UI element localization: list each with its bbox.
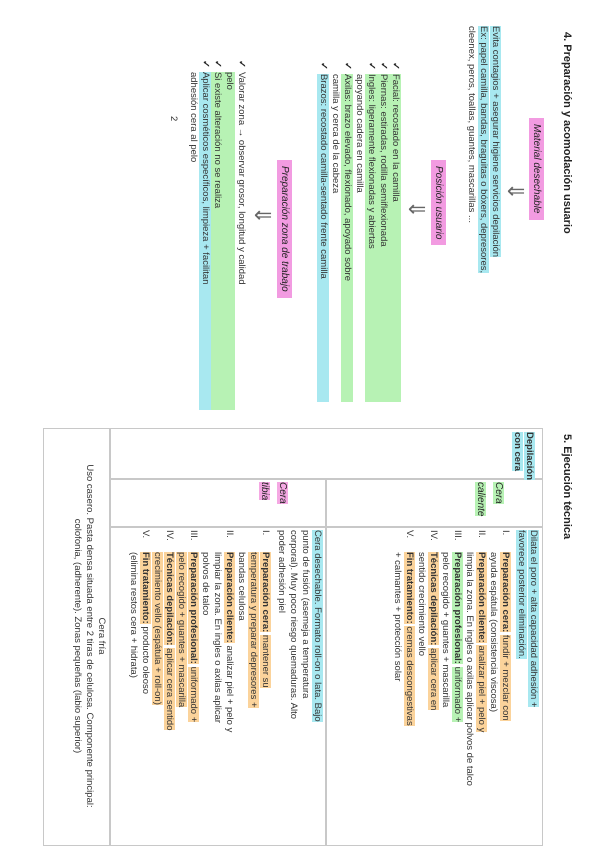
zona-list: [187, 60, 247, 410]
tibia-step: I. Preparación cera: mantener su temperatura y preparar depresores + bandas celulosa: [236, 530, 271, 708]
tibia-intro-1: Cera desechable. Formato roll-on o lata. Bajo: [312, 530, 323, 722]
fria-line-1: Uso casero. Pasta densa situada entre 2 tiras de celulosa. Componente principal:: [84, 464, 95, 808]
material-text: [465, 26, 501, 416]
tibia-step: IV. Técnicas depilación: aplicar cera sentido crecimiento vello (espátula + roll-on): [152, 530, 175, 731]
down-arrow-icon: ⇓: [404, 200, 429, 219]
tibia-content: [127, 530, 323, 840]
table-cell-tibia: [109, 478, 327, 528]
down-arrow-icon: ⇓: [250, 206, 275, 225]
tibia-intro-3: corporal). Muy poco riesgo quemaduras. Alto: [288, 530, 299, 720]
material-desechable-label: Material desechable: [529, 118, 544, 220]
posicion-item: ✓ Facial: recostado en la camilla: [389, 62, 401, 402]
right-page: [0, 424, 599, 848]
caliente-step: IV. Técnicas depilación: aplicar cera en sentido crecimiento vello: [416, 530, 439, 711]
material-line-2: Ex: papel camilla, bandas, braguitas o bóxers, depresores,: [478, 26, 489, 274]
tibia-intro-4: poder adhesión piel: [276, 530, 287, 613]
zona-item: pelo: [223, 60, 235, 410]
fria-line-2: colofonia, (adherente). Zonas pequeñas (labio superior): [72, 518, 83, 754]
tibia-intro-2: punto de fusión (asemeja a temperatura: [300, 530, 311, 699]
material-line-3: cleenex, peros, toallas, guantes, mascarillas ...: [466, 26, 477, 223]
zona-item: ✓ Aplicar cosméticos específicos, limpieza + facilitan: [199, 60, 211, 410]
table-col-depilacion: [109, 428, 543, 480]
section-heading-5: 5. Ejecución técnica: [561, 434, 573, 540]
posicion-item: ✓ Brazos: recostado camilla-sentado frente camilla: [317, 62, 329, 402]
table-cell-caliente: [325, 478, 543, 528]
posicion-item: ✓ Ingles: ligeramente flexionadas y abiertas: [365, 62, 377, 402]
posicion-item: apoyando cadera en camilla: [354, 73, 365, 193]
caliente-step: I. Preparación cera: fundir + mezclar con ayuda espátula (consistencia viscosa): [488, 530, 511, 721]
tibia-step: V. Fin tratamiento: producto oleoso (elimina restos cera + hidrata): [128, 530, 151, 695]
fria-content: [71, 432, 107, 840]
preparacion-zona-label: Preparación zona de trabajo: [277, 160, 292, 298]
tibia-step: II. Preparación cliente: analizar piel + pelo y limpiar la zona. En ingles o axilas aplicar polvos de talco: [200, 530, 235, 733]
posicion-usuario-label: Posición usuario: [431, 160, 446, 245]
depilacion-con-cera-label: Depilación con cera: [512, 432, 535, 481]
tibia-step: III. Preparación profesional: uniformado + pelo recogido + guantes + mascarilla: [176, 530, 199, 723]
material-line-1: Evita contagios + asegurar higiene servicios depilación: [490, 26, 501, 258]
caliente-step: II. Preparación cliente: analizar piel + pelo y limpia la zona. En ingles o axilas aplicar polvos de talco: [464, 530, 487, 786]
cera-tibia-label: Cera tibia: [259, 482, 288, 504]
page-number: 2: [168, 116, 179, 122]
caliente-step: III. Preparación profesional: uniformado + pelo recogido + guantes + mascarilla: [440, 530, 463, 723]
posicion-list: [317, 62, 401, 402]
caliente-intro-1: Dilata el poro + alta capacidad adhesión +: [528, 530, 539, 708]
down-arrow-icon: ⇓: [503, 182, 528, 201]
section-heading-4: 4. Preparación y acomodación usuario: [561, 32, 573, 234]
caliente-step: V. Fin tratamiento: cremas descongestivas + calmantes + protección solar: [392, 530, 415, 726]
posicion-item: camilla y cerca de la cabeza: [330, 73, 341, 194]
zona-item: adhesión cera al pelo: [188, 71, 199, 163]
zona-item: ✓ Valorar zona → observar grosor, longitud y calidad: [236, 60, 247, 285]
zona-item: ✓ Si existe alteración no se realiza: [211, 60, 223, 410]
cera-caliente-label: Cera caliente: [475, 482, 504, 517]
caliente-content: [391, 530, 539, 840]
caliente-intro-2: favorece posterior eliminación.: [516, 530, 527, 659]
cera-fria-label: Cera fría: [96, 617, 107, 655]
posicion-item: ✓ Axilas: brazo elevado, flexionado, apoyado sobre: [341, 62, 353, 402]
posicion-item: ✓ Piernas: estiradas, rodilla semiflexionada: [377, 62, 389, 402]
